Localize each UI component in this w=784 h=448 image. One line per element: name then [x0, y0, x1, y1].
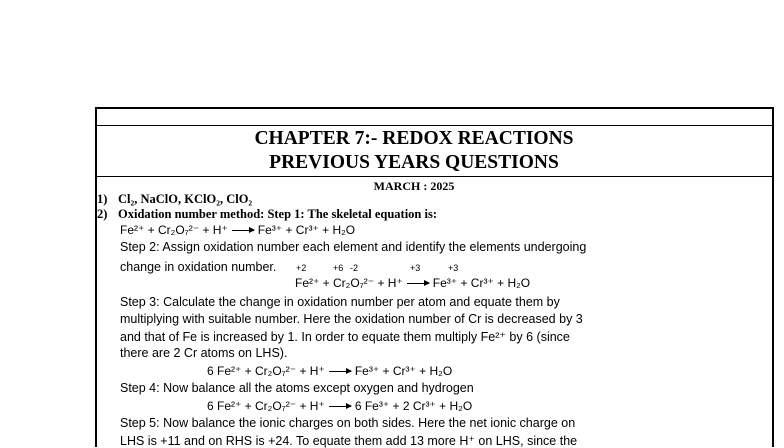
arrow-icon	[407, 283, 429, 284]
ox-fe-lhs: +2	[296, 263, 307, 273]
arrow-icon	[232, 230, 254, 231]
step5-line2: LHS is +11 and on RHS is +24. To equate them add 13 more H⁺ on LHS, since the	[120, 434, 578, 448]
equation-step3-lhs: 6 Fe²⁺ + Cr₂O₇²⁻ + H⁺	[207, 364, 325, 378]
step3-line2: multiplying with suitable number. Here the oxidation number of Cr is decreased by 3	[120, 312, 583, 326]
step2-line1: Step 2: Assign oxidation number each element and identify the elements undergoing	[120, 240, 587, 254]
equation-skeletal	[120, 223, 355, 237]
ox-cr-lhs: +6	[333, 263, 344, 273]
arrow-icon	[329, 406, 351, 407]
step3-line3: and that of Fe is increased by 1. In order to equate them multiply Fe²⁺ by 6 (since	[120, 330, 570, 344]
session-label: MARCH : 2025	[373, 179, 455, 193]
header-divider-bottom	[95, 176, 774, 177]
q1-number: 1)	[97, 192, 108, 206]
equation-skeletal-lhs: Fe²⁺ + Cr₂O₇²⁻ + H⁺	[120, 223, 228, 237]
equation-step3-rhs: Fe³⁺ + Cr³⁺ + H₂O	[354, 364, 453, 378]
subtitle: PREVIOUS YEARS QUESTIONS	[269, 152, 559, 173]
equation-oxidation	[295, 276, 530, 290]
q2-number: 2)	[97, 207, 108, 221]
equation-step4-rhs: 6 Fe³⁺ + 2 Cr³⁺ + H₂O	[354, 399, 473, 413]
ox-o-lhs: -2	[350, 263, 359, 273]
step3-line4: there are 2 Cr atoms on LHS).	[120, 346, 288, 360]
ox-cr-rhs: +3	[448, 263, 459, 273]
equation-step4	[207, 399, 472, 413]
step5-line1: Step 5: Now balance the ionic charges on both sides. Here the net ionic charge on	[120, 416, 576, 430]
equation-skeletal-rhs: Fe³⁺ + Cr³⁺ + H₂O	[257, 223, 356, 237]
equation-oxidation-rhs: Fe³⁺ + Cr³⁺ + H₂O	[432, 276, 531, 290]
equation-step3	[207, 364, 452, 378]
chapter-title: CHAPTER 7:- REDOX REACTIONS	[254, 128, 574, 149]
arrow-icon	[329, 371, 351, 372]
equation-oxidation-lhs: Fe²⁺ + Cr₂O₇²⁻ + H⁺	[295, 276, 403, 290]
ox-fe-rhs: +3	[410, 263, 421, 273]
step4-line1: Step 4: Now balance all the atoms except oxygen and hydrogen	[120, 381, 474, 395]
header-divider-top	[95, 125, 774, 126]
q2-intro: Oxidation number method: Step 1: The skeletal equation is:	[118, 207, 438, 221]
equation-step4-lhs: 6 Fe²⁺ + Cr₂O₇²⁻ + H⁺	[207, 399, 325, 413]
step2-line2: change in oxidation number.	[120, 260, 277, 274]
step3-line1: Step 3: Calculate the change in oxidation number per atom and equate them by	[120, 295, 560, 309]
q1-answer: Cl₂, NaClO, KClO₂, ClO₂	[118, 192, 253, 206]
